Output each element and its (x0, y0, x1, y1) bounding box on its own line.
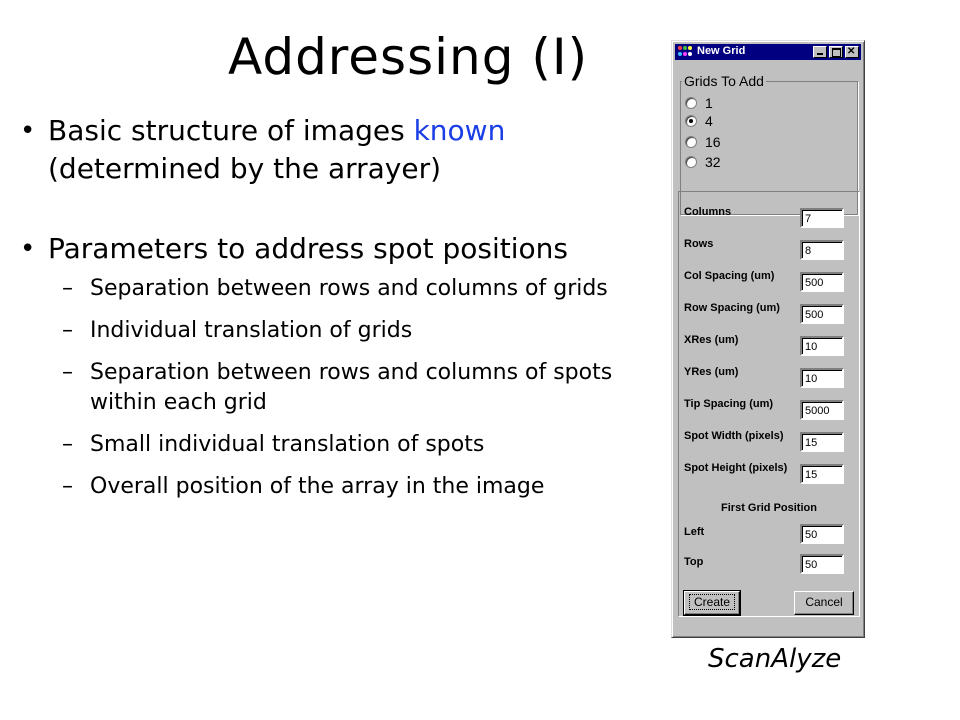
row-spacing-input[interactable]: 500 (800, 304, 844, 324)
field-label: Tip Spacing (um) (684, 398, 774, 410)
new-grid-dialog (671, 40, 865, 638)
sub-bullet-dash: – (62, 432, 73, 457)
sub-bullet-dash: – (62, 360, 73, 385)
dialog-title: New Grid (697, 45, 746, 57)
radio-label: 1 (705, 95, 713, 111)
field-label: Spot Width (pixels) (684, 430, 784, 442)
sub-bullet-item (62, 430, 650, 460)
sub-bullet-list (62, 274, 650, 502)
create-button-label: Create (689, 594, 735, 610)
sub-bullet-item (62, 358, 650, 418)
col-spacing-input[interactable]: 500 (800, 272, 844, 292)
minimize-icon[interactable] (813, 46, 827, 58)
sub-bullet-item (62, 274, 650, 304)
create-button[interactable] (684, 591, 740, 615)
sub-bullet-text: Small individual translation of spots (90, 432, 485, 457)
field-label: XRes (um) (684, 334, 739, 346)
field-label: Spot Height (pixels) (684, 462, 788, 474)
spot-width-input[interactable]: 15 (800, 432, 844, 452)
radio-button-selected[interactable] (685, 115, 697, 127)
left-input[interactable]: 50 (800, 524, 844, 544)
bullet-dot: • (20, 234, 36, 264)
slide-title: Addressing (I) (228, 28, 589, 86)
field-label: Rows (684, 238, 714, 250)
radio-button[interactable] (685, 136, 697, 148)
sub-bullet-text: Separation between rows and columns of spots within each grid (90, 360, 613, 415)
sub-bullet-dash: – (62, 474, 73, 499)
bullet-list (20, 112, 650, 514)
yres-input[interactable]: 10 (800, 368, 844, 388)
close-icon[interactable] (845, 46, 859, 58)
top-input[interactable]: 50 (800, 554, 844, 574)
scanalyze-caption: ScanAlyze (708, 644, 842, 674)
radio-label: 16 (705, 134, 721, 150)
first-grid-position-label: First Grid Position (721, 502, 817, 514)
field-label: Top (684, 556, 704, 568)
field-label: Columns (684, 206, 732, 218)
sub-bullet-item (62, 472, 650, 502)
bullet-text: Basic structure of images (48, 114, 414, 147)
radio-label: 32 (705, 154, 721, 170)
field-label: Left (684, 526, 705, 538)
radio-button[interactable] (685, 156, 697, 168)
rows-input[interactable]: 8 (800, 240, 844, 260)
bullet-text: Parameters to address spot positions (48, 232, 568, 265)
field-label: Row Spacing (um) (684, 302, 780, 314)
radio-label: 4 (705, 113, 713, 129)
sub-bullet-item (62, 316, 650, 346)
radio-button[interactable] (685, 97, 697, 109)
bullet-parameters (20, 230, 650, 268)
app-icon (678, 46, 692, 58)
sub-bullet-text: Separation between rows and columns of grids (90, 276, 608, 301)
sub-bullet-dash: – (62, 318, 73, 343)
dialog-titlebar[interactable] (675, 44, 861, 60)
bullet-text-continued: (determined by the arrayer) (48, 152, 442, 185)
columns-input[interactable]: 7 (800, 208, 844, 228)
bullet-highlight-word: known (413, 114, 506, 147)
maximize-icon[interactable] (829, 46, 843, 58)
bullet-dot: • (20, 116, 36, 146)
bullet-basic-structure (20, 112, 650, 188)
tip-spacing-input[interactable]: 5000 (800, 400, 844, 420)
sub-bullet-dash: – (62, 276, 73, 301)
field-label: Col Spacing (um) (684, 270, 775, 282)
xres-input[interactable]: 10 (800, 336, 844, 356)
grids-to-add-label: Grids To Add (684, 73, 764, 89)
field-label: YRes (um) (684, 366, 739, 378)
spot-height-input[interactable]: 15 (800, 464, 844, 484)
sub-bullet-text: Individual translation of grids (90, 318, 413, 343)
cancel-button[interactable]: Cancel (794, 591, 854, 615)
sub-bullet-text: Overall position of the array in the image (90, 474, 545, 499)
